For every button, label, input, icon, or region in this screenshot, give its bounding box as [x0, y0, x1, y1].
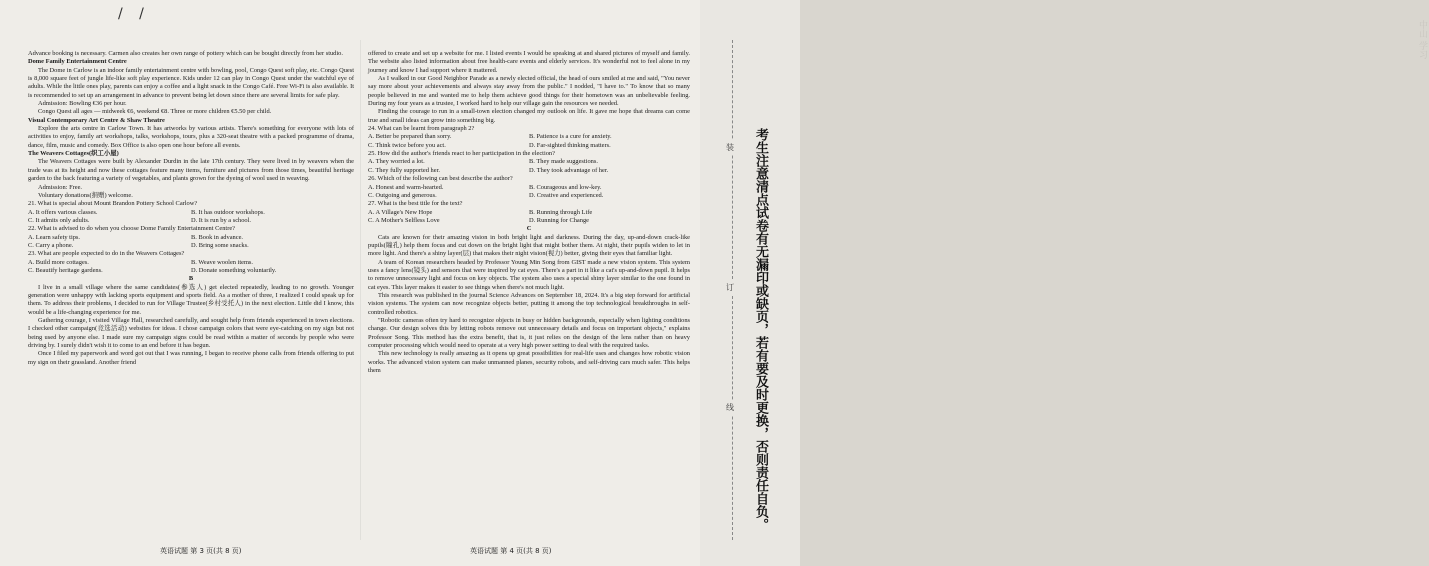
answer-option: A. Learn safety tips. [28, 233, 80, 241]
section-heading: The Weavers Cottages(织工小屋) [28, 150, 119, 158]
corner-mark: / / [118, 6, 150, 22]
answer-option: A. Better be prepared than sorry. [368, 133, 452, 141]
answer-option: C. Outgoing and generous. [368, 191, 437, 199]
paragraph: A team of Korean researchers headed by Professor Young Min Song from GIST made a new vision system. This system uses a fancy lens(镜头) and sensors that were inspired by cat eyes. There's a part in it like a cat's up-and-down pupil. It helps to remove unnecessary light and focus on key objects. The system also uses a special shiny layer similar to the one found in cat eyes. This layer makes it easier to see things when there's not much light. [368, 258, 690, 291]
section-heading: Visual Contemporary Art Centre & Shaw Theatre [28, 116, 165, 124]
question-stem: 23. What are people expected to do in the Weavers Cottages? [28, 250, 185, 258]
binding-label-xian: 线 [726, 400, 734, 415]
option-row [28, 209, 354, 217]
question-stem: 22. What is advised to do when you choose Dome Family Entertainment Centre? [28, 225, 235, 233]
option-row [28, 234, 354, 242]
answer-option: A. Honest and warm-hearted. [368, 183, 444, 191]
question-stem: 27. What is the best title for the text? [368, 200, 463, 208]
question-stem: 25. How did the author's friends react to her participation in the election? [368, 150, 555, 158]
binding-label-zhuang: 装 [726, 140, 734, 155]
answer-option: B. Running through Life [529, 208, 593, 216]
answer-option: B. It has outdoor workshops. [191, 208, 265, 216]
option-row [28, 267, 354, 275]
answer-option: A. A Village's New Hope [368, 208, 433, 216]
paragraph: Admission: Bowling €36 per hour. [38, 100, 127, 108]
answer-option: D. Far-sighted thinking matters. [529, 141, 611, 149]
answer-option: A. It offers various classes. [28, 208, 98, 216]
option-row [368, 158, 690, 166]
option-row [368, 133, 690, 141]
answer-option: C. They fully supported her. [368, 166, 440, 174]
binding-margin [700, 0, 1427, 566]
paragraph: This new technology is really amazing as it opens up great possibilities for real-life uses and changes how robotic vision works. The advanced vision system can make unmanned planes, security robots, and self-driving cars much safer. This helps them [368, 350, 690, 375]
paragraph: "Robotic cameras often try hard to recognize objects in busy or hidden backgrounds, especially when lighting conditions change. Our design solves this by letting robots remove out unnecessary details and focus on important objects," explains Professor Song. This method has the extra benefit, that is, it just relies on the design of the lens rather than on heavy computer processing which would need to operate at a very high power setting to deal with the required tasks. [368, 317, 690, 350]
answer-option: A. Build more cottages. [28, 258, 89, 266]
option-row [368, 217, 690, 225]
page-3-column [28, 50, 354, 367]
section-heading: Dome Family Entertainment Centre [28, 58, 127, 66]
passage-label: B [188, 275, 194, 283]
answer-option: D. Running for Change [529, 216, 589, 224]
answer-option: C. Think twice before you act. [368, 141, 446, 149]
answer-option: B. Patience is a cure for anxiety. [529, 133, 612, 141]
answer-option: C. Beautify heritage gardens. [28, 266, 103, 274]
option-row [368, 142, 690, 150]
paragraph: Advance booking is necessary. Carmen also creates her own range of pottery which can be bought directly from her studio. [28, 50, 343, 57]
paragraph: As I walked in our Good Neighbor Parade as a newly elected official, the head of ours smiled at me and said, "You never say more about your achievements and always stay away from the public." I nodded, "I have to." To know that so many people believed in me and wanted me to help them achieve good things for their hometown was an unbelievable feeling. During my four years as a trustee, I worked hard to help our village gain the resources we needed. [368, 75, 690, 108]
paragraph: Explore the arts centre in Carlow Town. It has artworks by various artists. There's something for everyone with lots of activities to enjoy, family art workshops, talks, workshops, tours, plus a 320-seat theatre with a packed programme of drama, dance, film, music and comedy. Box Office is also open one hour before all events. [28, 125, 354, 149]
answer-option: D. Creative and experienced. [529, 191, 604, 199]
paragraph: The Weavers Cottages were built by Alexander Durdin in the late 17th century. They were lived in by weavers when the trade was at its height and now these cottages feature many items, furniture and pictures from those times, beautiful heritage garden to the back featuring a variety of vegetables, and plants grown for the dyeing of wool used in weaving. [28, 158, 354, 183]
paragraph: Gathering courage, I visited Village Hall, researched carefully, and sought help from friends experienced in town elections. I checked other campaign(竞选活动) websites for ideas. I chose campaign colors that were eye-catching on my sign but not being used by anyone else. I made sure my campaign signs could be read within a matter of seconds by people who were driving by. I surely didn't wish it to come to an end before it has begun. [28, 317, 354, 350]
passage-label: C [526, 225, 532, 233]
paragraph: Cats are known for their amazing vision in both bright light and darkness. During the day, up-and-down crack-like pupils(瞳孔) help them focus and cut down on the bright light that might bother them. At night, their pupils widen to let in more light. And there's a shiny layer(层) that makes their night vision(视力) better, giving their eyes that familiar light. [368, 233, 690, 258]
page-4-footer: 英语试题 第 4 页(共 8 页) [470, 547, 552, 555]
paragraph: Finding the courage to run in a small-town election changed my outlook on life. It gave me hope that dreams can come true and small ideas can grow into something big. [368, 108, 690, 124]
exam-notice: 考生注意清点试卷有无漏印或缺页，若有要及时更换，否则责任自负。 [753, 128, 768, 531]
paragraph: This research was published in the journal Science Advances on September 18, 2024. It's a big step forward for artificial vision systems. The system can now recognize objects better, putting it among the top technological breakthroughs in self-controlled robotics. [368, 291, 690, 316]
option-row [368, 184, 690, 192]
faint-watermark: 中山 学习 [1417, 20, 1427, 59]
answer-option: B. Book in advance. [191, 233, 244, 241]
answer-option: C. A Mother's Selfless Love [368, 216, 440, 224]
answer-option: D. It is run by a school. [191, 216, 251, 224]
binding-label-ding: 订 [726, 280, 734, 295]
paragraph: offered to create and set up a website for me. I listed events I would be speaking at and shared pictures of myself and family. The website also listed information about free health-care events and elderly services. It's wonderful not to feel alone in my journey and know I had support where it mattered. [368, 50, 690, 74]
paragraph: I live in a small village where the same candidates(参选人) get elected repeatedly, leading to no growth. Younger generation were unhappy with lacking sports equipment and sports field. As a mother of three, I realized I could speak up for them. To address their problems, I decided to run for Village Trustee(乡村受托人) in the next election. Little did I know, this would be a life-changing experience for me. [28, 283, 354, 316]
page-4-column [368, 50, 690, 375]
answer-option: B. Weave woolen items. [191, 258, 254, 266]
option-row [368, 167, 690, 175]
question-stem: 24. What can be learnt from paragraph 2? [368, 125, 475, 133]
option-row [28, 242, 354, 250]
paragraph: Admission: Free. [38, 183, 83, 191]
option-row [368, 192, 690, 200]
option-row [28, 259, 354, 267]
paragraph: Once I filed my paperwork and word got out that I was running, I began to receive phone calls from friends offering to put my sign on their grassland. Another friend [28, 350, 354, 366]
answer-option: D. Donate something voluntarily. [191, 266, 277, 274]
answer-option: C. Carry a phone. [28, 241, 74, 249]
answer-option: B. They made suggestions. [529, 158, 598, 166]
page-3-footer: 英语试题 第 3 页(共 8 页) [160, 547, 242, 555]
question-stem: 21. What is special about Mount Brandon Pottery School Carlow? [28, 200, 198, 208]
answer-option: A. They worried a lot. [368, 158, 425, 166]
paragraph: Voluntary donations(捐赠) welcome. [38, 191, 133, 199]
page-divider [360, 40, 361, 540]
answer-option: B. Courageous and low-key. [529, 183, 602, 191]
question-stem: 26. Which of the following can best describe the author? [368, 175, 513, 183]
paragraph: Congo Quest all ages — midweek €6, weekend €8. Three or more children €5.50 per child. [38, 108, 272, 116]
answer-option: C. It admits only adults. [28, 216, 90, 224]
paragraph: The Dome in Carlow is an indoor family entertainment centre with bowling, pool, Congo Quest soft play, etc. Congo Quest is 8,000 square feet of jungle life-like soft play experience. Kids under 12 can play in Congo Quest under the watchful eye of adults. While the little ones play, parents can enjoy a coffee and a light snack in the Congo Café. Free Wi-Fi is also available. It is recommended to set up an arrangement in advance to prevent being let down since there are several limits for safe play. [28, 66, 354, 99]
answer-option: D. They took advantage of her. [529, 166, 609, 174]
answer-option: D. Bring some snacks. [191, 241, 249, 249]
option-row [28, 217, 354, 225]
option-row [368, 209, 690, 217]
